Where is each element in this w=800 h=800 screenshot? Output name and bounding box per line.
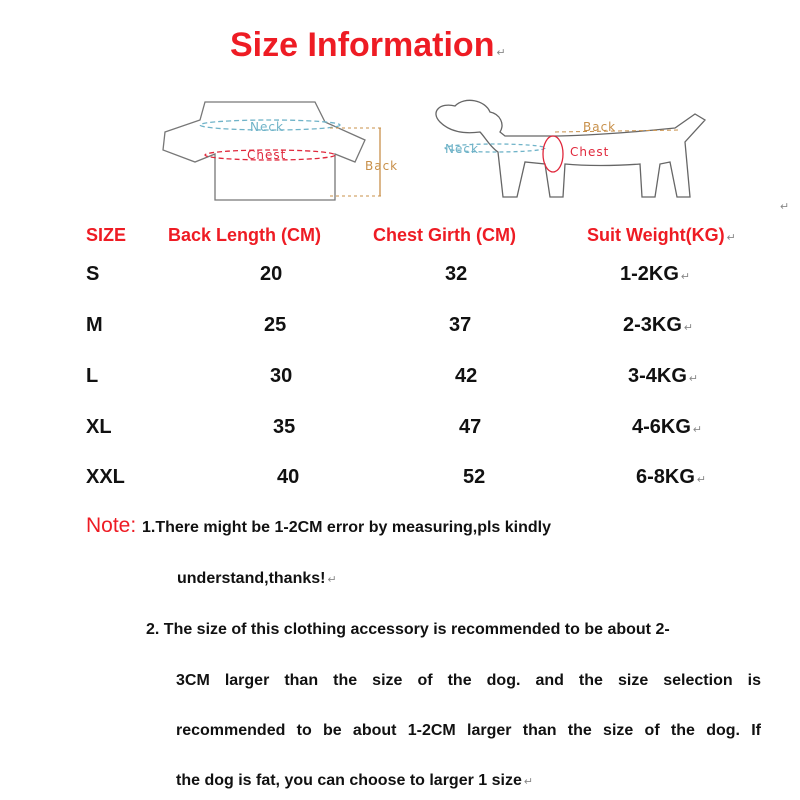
note-2-line-3: recommended to be about 1-2CM larger than the size of the dog. If: [176, 722, 761, 739]
dog-back-label: Back: [583, 120, 617, 134]
note-1-line-1: 1.There might be 1-2CM error by measuring,pls kindly: [142, 519, 551, 536]
row-xl-chest: 47: [459, 416, 482, 438]
row-l-size: L: [86, 365, 99, 387]
measurement-diagram: [155, 92, 725, 207]
row-xl-weight: 4-6KG ↵: [632, 416, 703, 438]
note-1-line-2: understand,thanks! ↵: [177, 570, 337, 587]
return-mark-icon: ↵: [780, 201, 790, 213]
row-xxl-weight: 6-8KG ↵: [636, 466, 707, 488]
note-2-line-2: 3CM larger than the size of the dog. and the size selection is: [176, 672, 761, 689]
row-m-back: 25: [264, 314, 287, 336]
note-2-line-1: 2. The size of this clothing accessory is recommended to be about 2-: [146, 621, 670, 638]
page-title: Size Information ↵: [230, 26, 506, 64]
row-l-back: 30: [270, 365, 293, 387]
row-xxl-size: XXL: [86, 466, 125, 488]
row-s-weight: 1-2KG ↵: [620, 263, 691, 285]
return-mark-icon: ↵: [496, 47, 506, 59]
dog-neck-label: Neck: [445, 142, 479, 156]
row-m-weight: 2-3KG ↵: [623, 314, 694, 336]
note-2-line-4: the dog is fat, you can choose to larger 1 size ↵: [176, 772, 534, 789]
row-xxl-chest: 52: [463, 466, 486, 488]
shirt-neck-label: Neck: [250, 120, 284, 134]
row-s-back: 20: [260, 263, 283, 285]
header-suit-weight: Suit Weight(KG) ↵: [587, 225, 736, 245]
note-label: Note:: [86, 514, 137, 537]
row-m-size: M: [86, 314, 103, 336]
header-size: SIZE: [86, 225, 127, 245]
row-l-chest: 42: [455, 365, 478, 387]
row-xl-back: 35: [273, 416, 296, 438]
row-xxl-back: 40: [277, 466, 300, 488]
shirt-chest-label: Chest: [247, 148, 287, 162]
shirt-back-label: Back: [365, 159, 399, 173]
header-chest-girth: Chest Girth (CM): [373, 225, 516, 245]
row-xl-size: XL: [86, 416, 112, 438]
row-m-chest: 37: [449, 314, 472, 336]
dog-chest-label: Chest: [570, 145, 610, 159]
row-l-weight: 3-4KG ↵: [628, 365, 699, 387]
header-back-length: Back Length (CM): [168, 225, 321, 245]
row-s-size: S: [86, 263, 100, 285]
row-s-chest: 32: [445, 263, 468, 285]
